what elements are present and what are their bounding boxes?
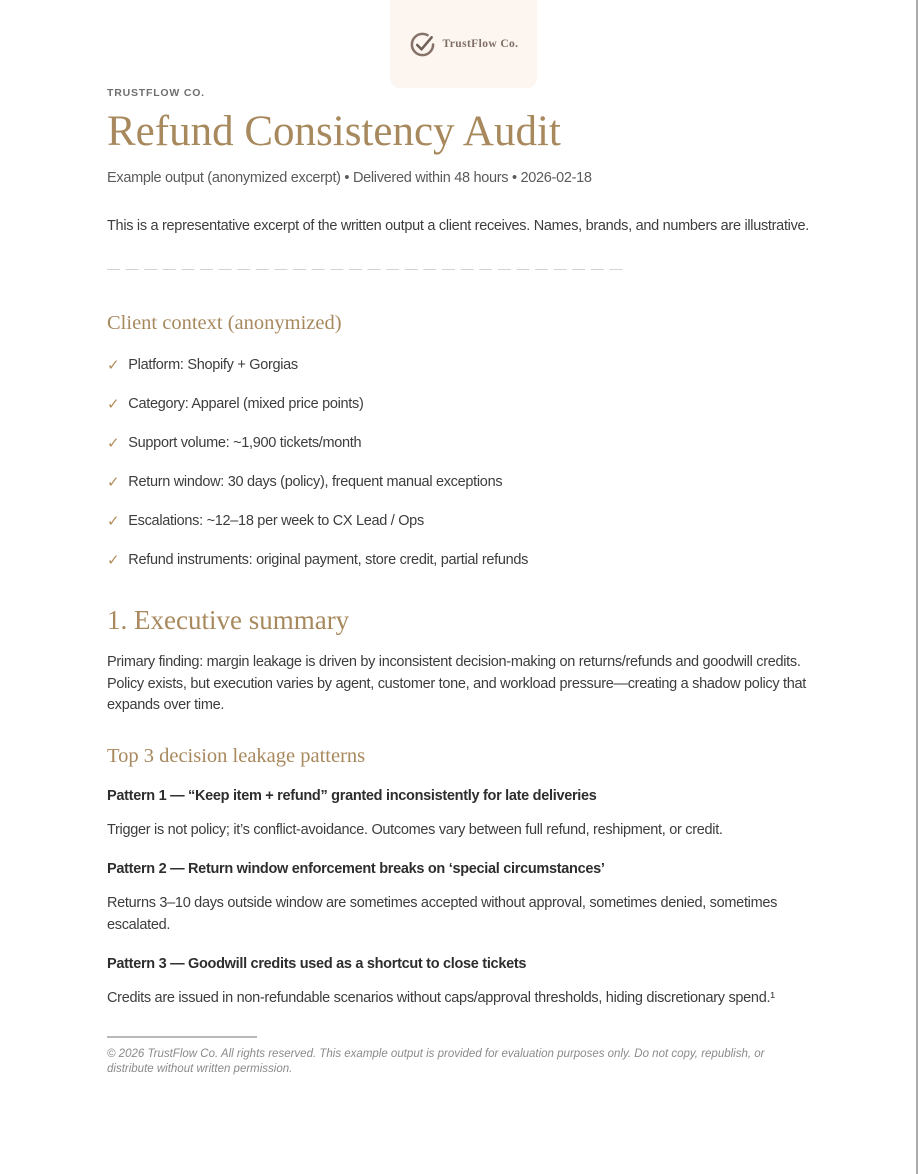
client-context-heading: Client context (anonymized) <box>107 311 342 334</box>
list-item-text: Platform: Shopify + Gorgias <box>128 356 298 373</box>
executive-summary-heading: 1. Executive summary <box>107 605 350 635</box>
list-item <box>107 433 811 455</box>
pattern-block <box>107 954 811 1010</box>
document-subtitle: Example output (anonymized excerpt) • Delivered within 48 hours • 2026-02-18 <box>107 170 592 186</box>
pattern-body: Trigger is not policy; it’s conflict-avoidance. Outcomes vary between full refund, reshipment, or credit. <box>107 821 723 838</box>
list-item-text: Category: Apparel (mixed price points) <box>128 395 364 412</box>
logo-company-name: TrustFlow Co. <box>442 38 519 50</box>
pattern-block <box>107 786 811 842</box>
checkmark-icon: ✓ <box>107 356 120 374</box>
dashed-divider: — — — — — — — — — — — — — — — — — — — — — — — — — — — — <box>107 260 624 276</box>
list-item-text: Return window: 30 days (policy), frequent manual exceptions <box>128 473 503 490</box>
list-item <box>107 355 811 377</box>
brand-label: TRUSTFLOW CO. <box>107 87 205 99</box>
document-page <box>107 0 811 1078</box>
pattern-title: Pattern 2 — Return window enforcement breaks on ‘special circumstances’ <box>107 861 605 877</box>
list-item-text: Refund instruments: original payment, store credit, partial refunds <box>128 551 529 568</box>
list-item <box>107 550 811 572</box>
pattern-body: Returns 3–10 days outside window are sometimes accepted without approval, sometimes denied, sometimes escalated. <box>107 895 778 933</box>
pattern-title: Pattern 1 — “Keep item + refund” granted inconsistently for late deliveries <box>107 787 597 804</box>
checkmark-icon: ✓ <box>107 512 120 530</box>
checkmark-icon: ✓ <box>107 395 120 413</box>
list-item-text: Escalations: ~12–18 per week to CX Lead / Ops <box>128 512 424 529</box>
copyright-notice: © 2026 TrustFlow Co. All rights reserved. This example output is provided for evaluation purposes only. Do not copy, republish, or distribute without written permission. <box>107 1047 765 1075</box>
page-title: Refund Consistency Audit <box>107 108 561 155</box>
pattern-title: Pattern 3 — Goodwill credits used as a shortcut to close tickets <box>107 956 527 972</box>
pattern-body: Credits are issued in non-refundable scenarios without caps/approval thresholds, hiding discretionary spend.¹ <box>107 990 775 1006</box>
disclaimer-paragraph: This is a representative excerpt of the written output a client receives. Names, brands, and numbers are illustrative. <box>107 218 810 234</box>
checkmark-icon: ✓ <box>107 473 120 491</box>
list-item-text: Support volume: ~1,900 tickets/month <box>128 434 362 451</box>
list-item <box>107 394 811 416</box>
checkmark-icon: ✓ <box>107 434 120 452</box>
footer-divider <box>107 1036 257 1038</box>
patterns-heading: Top 3 decision leakage patterns <box>107 744 366 767</box>
executive-summary-paragraph: Primary finding: margin leakage is driven by inconsistent decision-making on returns/refunds and goodwill credits. Policy exists, but execution varies by agent, customer tone, and workload pressure—creating a shadow policy that expands over time. <box>107 654 807 713</box>
list-item <box>107 472 811 494</box>
list-item <box>107 511 811 533</box>
client-context-list <box>107 355 811 572</box>
pattern-block <box>107 859 811 936</box>
checkmark-icon: ✓ <box>107 551 120 569</box>
